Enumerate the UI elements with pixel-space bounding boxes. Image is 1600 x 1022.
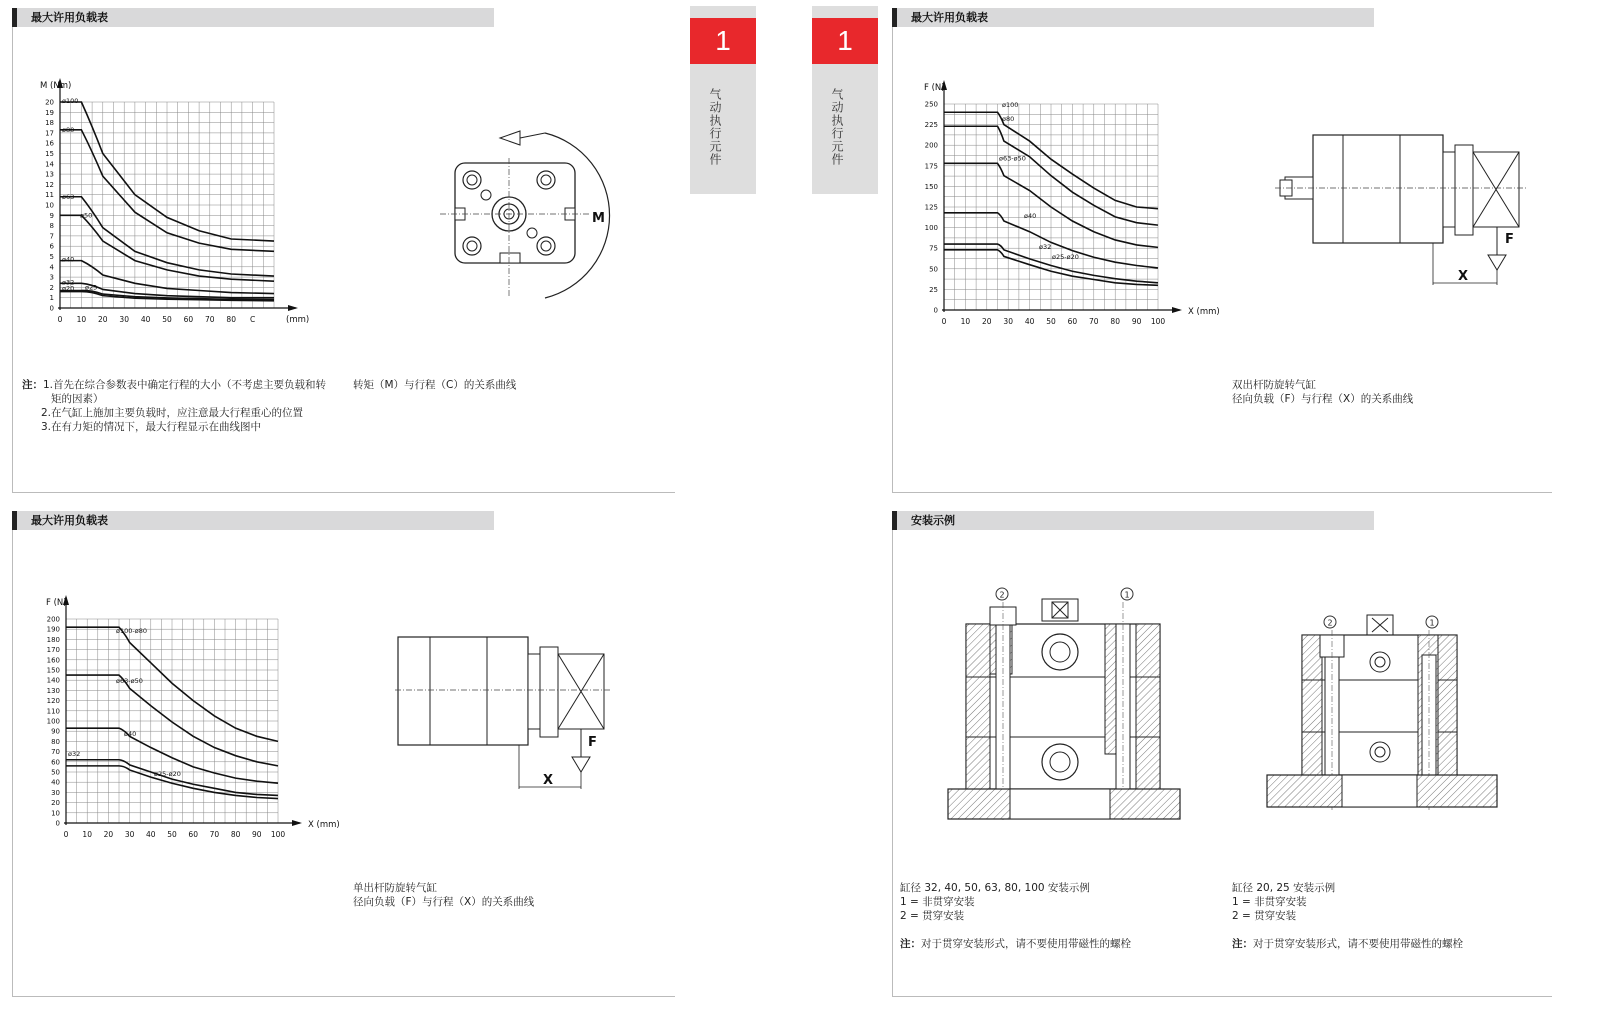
x-axis-label: X (mm) <box>308 820 340 830</box>
x-tick-label: 60 <box>1067 317 1078 326</box>
y-tick-label: 120 <box>46 697 60 706</box>
series-label: ø32 <box>68 749 81 758</box>
y-tick-label: 30 <box>51 788 60 797</box>
mounting-notes-right <box>1232 881 1463 951</box>
note-3: 3.在有力矩的情况下，最大行程显示在曲线图中 <box>41 421 262 433</box>
series-label: ø100-ø80 <box>116 627 147 636</box>
x-tick-label: 70 <box>205 315 215 324</box>
y-tick-label: 160 <box>46 656 60 665</box>
x-tick-label: 10 <box>76 315 87 324</box>
y-axis-label: M (Nm) <box>40 81 72 91</box>
y-tick-label: 225 <box>924 121 938 130</box>
y-tick-label: 110 <box>46 707 60 716</box>
y-tick-label: 10 <box>51 809 60 818</box>
y-tick-label: 175 <box>924 162 938 171</box>
x-tick-label: 30 <box>124 830 135 839</box>
mark-2: 2 <box>1327 618 1333 628</box>
mark-2: 2 <box>999 590 1005 600</box>
y-tick-label: 18 <box>45 119 54 128</box>
x-tick-label: 80 <box>230 830 241 839</box>
x-tick-label: 70 <box>209 830 220 839</box>
y-tick-label: 200 <box>924 141 938 150</box>
y-tick-label: 20 <box>51 799 60 808</box>
x-tick-label: 30 <box>1003 317 1013 326</box>
y-tick-label: 200 <box>46 615 60 624</box>
y-tick-label: 75 <box>929 244 938 253</box>
y-tick-label: 100 <box>46 717 60 726</box>
panel-title-mounting: 安装示例 <box>892 511 1374 530</box>
y-tick-label: 140 <box>46 676 60 685</box>
x-tick-label: 50 <box>1046 317 1056 326</box>
x-tick-label: 70 <box>1089 317 1099 326</box>
y-tick-label: 17 <box>45 129 54 138</box>
y-tick-label: 13 <box>45 170 54 179</box>
y-axis-label: F (N) <box>924 83 945 93</box>
x-tick-label: 20 <box>98 315 108 324</box>
note-head: 注： <box>900 938 921 950</box>
caption-single-rod <box>353 881 534 909</box>
caption-torque: 转矩（M）与行程（C）的关系曲线 <box>353 379 517 391</box>
mounting-note: 对于贯穿安装形式，请不要使用带磁性的螺栓 <box>921 938 1131 950</box>
y-tick-label: 4 <box>49 263 54 272</box>
chart-double-rod <box>900 66 1220 336</box>
section-number: 1 <box>812 18 878 64</box>
caption-line-2: 径向负载（F）与行程（X）的关系曲线 <box>353 896 535 908</box>
series-label: ø40 <box>124 730 137 739</box>
y-tick-label: 2 <box>49 283 54 292</box>
panel-title-single-rod: 最大许用负载表 <box>12 511 494 530</box>
x-tick-label: 40 <box>140 315 151 324</box>
caption-double-rod <box>1232 378 1413 406</box>
y-tick-label: 9 <box>49 211 54 220</box>
y-tick-label: 10 <box>45 201 54 210</box>
series-label: ø32 <box>1039 243 1052 252</box>
y-tick-label: 80 <box>51 737 60 746</box>
y-tick-label: 15 <box>45 150 54 158</box>
series-label: ø32 <box>62 278 75 287</box>
series-label: ø40 <box>1024 211 1037 220</box>
series-label: ø100 <box>1002 101 1019 110</box>
panel-title-double-rod: 最大许用负载表 <box>892 8 1374 27</box>
y-tick-label: 8 <box>49 222 54 231</box>
note-1a: 1.首先在综合参数表中确定行程的大小（不考虑主要负载和转 <box>43 379 327 391</box>
series-label: ø20 <box>62 284 75 293</box>
x-tick-label: 90 <box>1131 317 1142 326</box>
y-tick-label: 6 <box>49 242 54 251</box>
label-x: X <box>543 773 554 788</box>
mounting-line-2: 1 = 非贯穿安装 <box>1232 896 1307 908</box>
series-label: ø80 <box>62 125 75 134</box>
y-tick-label: 90 <box>51 727 60 736</box>
y-tick-label: 5 <box>49 253 54 261</box>
y-tick-label: 14 <box>45 160 54 169</box>
cylinder-double-rod-diagram <box>1275 130 1530 290</box>
y-tick-label: 250 <box>924 100 938 109</box>
y-tick-label: 180 <box>46 635 60 644</box>
y-tick-label: 0 <box>55 819 60 828</box>
x-tick-label: 90 <box>252 830 262 839</box>
note-head: 注： <box>22 379 43 391</box>
mounting-diagram-large <box>940 582 1190 827</box>
x-tick-label: 40 <box>1024 317 1035 326</box>
mounting-notes-left <box>900 881 1131 951</box>
cylinder-single-rod-diagram <box>395 632 615 792</box>
x-tick-label: 50 <box>167 830 177 839</box>
x-axis-arrow <box>292 820 302 826</box>
y-tick-label: 16 <box>45 139 54 148</box>
y-tick-label: 60 <box>51 758 60 767</box>
x-tick-label: 30 <box>119 315 129 324</box>
note-2: 2.在气缸上施加主要负载时，应注意最大行程重心的位置 <box>41 407 304 419</box>
y-axis-label: F (N) <box>46 598 67 608</box>
x-tick-label: C <box>249 315 256 324</box>
x-tick-label: 0 <box>941 317 947 326</box>
mounting-line-2: 1 = 非贯穿安装 <box>900 896 975 908</box>
x-tick-label: 60 <box>188 830 198 839</box>
y-tick-label: 11 <box>45 191 54 200</box>
y-tick-label: 12 <box>45 180 54 189</box>
series-label: ø25-ø20 <box>154 769 181 778</box>
note-head: 注： <box>1232 938 1253 950</box>
x-tick-label: 40 <box>146 830 156 839</box>
y-tick-label: 50 <box>51 768 60 777</box>
y-tick-label: 50 <box>929 265 938 274</box>
y-tick-label: 7 <box>49 232 54 241</box>
x-tick-label: 50 <box>162 315 172 324</box>
flange-diagram <box>440 128 615 303</box>
y-tick-label: 70 <box>51 748 60 757</box>
chart-torque <box>16 70 316 340</box>
y-tick-label: 25 <box>929 285 938 294</box>
x-axis-arrow <box>288 305 298 311</box>
mounting-line-1: 缸径 32, 40, 50, 63, 80, 100 安装示例 <box>900 882 1090 894</box>
series-label: ø63 <box>62 192 75 201</box>
label-f: F <box>1505 232 1514 247</box>
x-tick-label: 0 <box>63 830 69 839</box>
x-tick-label: 10 <box>960 317 971 326</box>
x-tick-label: 20 <box>103 830 114 839</box>
section-number: 1 <box>690 18 756 64</box>
x-tick-label: 10 <box>82 830 92 839</box>
label-m: M <box>592 211 605 226</box>
x-tick-label: 100 <box>270 830 286 839</box>
mounting-line-3: 2 = 贯穿安装 <box>1232 910 1297 922</box>
x-tick-label: 80 <box>1110 317 1120 326</box>
mounting-line-1: 缸径 20, 25 安装示例 <box>1232 882 1336 894</box>
y-tick-label: 20 <box>45 98 54 107</box>
series-label: ø25-ø20 <box>1052 252 1079 261</box>
mounting-diagram-small <box>1262 610 1507 825</box>
chart-grid <box>60 102 274 308</box>
section-label: 气动执行元件 <box>708 88 722 166</box>
series-label: ø40 <box>62 255 75 264</box>
y-tick-label: 0 <box>49 304 54 313</box>
y-tick-label: 150 <box>924 182 938 191</box>
x-tick-label: 20 <box>982 317 992 326</box>
caption-line-1: 双出杆防旋转气缸 <box>1232 379 1316 391</box>
y-tick-label: 170 <box>46 646 60 655</box>
x-tick-label: 80 <box>226 315 236 324</box>
mark-1: 1 <box>1429 618 1435 628</box>
section-tab-2[interactable] <box>812 6 878 194</box>
chart-grid <box>66 619 278 823</box>
x-tick-label: 60 <box>183 315 194 324</box>
x-axis-arrow <box>1172 307 1182 313</box>
x-axis-label: (mm) <box>286 315 310 325</box>
y-tick-label: 125 <box>924 203 938 212</box>
label-f: F <box>588 735 597 750</box>
label-x: X <box>1458 269 1469 284</box>
y-tick-label: 19 <box>45 108 54 117</box>
panel-title-torque: 最大许用负载表 <box>12 8 494 27</box>
x-tick-label: 0 <box>57 315 63 324</box>
y-tick-label: 100 <box>924 224 938 233</box>
x-axis-label: X (mm) <box>1188 307 1220 317</box>
series-label: ø63-ø50 <box>116 677 143 686</box>
section-label: 气动执行元件 <box>830 88 844 166</box>
y-tick-label: 130 <box>46 686 60 695</box>
notes-torque <box>22 378 326 434</box>
x-tick-label: 100 <box>1150 317 1166 326</box>
mark-1: 1 <box>1124 590 1130 600</box>
note-1b: 矩的因素） <box>51 393 104 405</box>
y-tick-label: 150 <box>46 666 60 675</box>
caption-line-2: 径向负载（F）与行程（X）的关系曲线 <box>1232 393 1414 405</box>
y-tick-label: 0 <box>933 306 938 315</box>
series-label: ø80 <box>1002 115 1015 124</box>
series-label: ø63-ø50 <box>999 154 1026 163</box>
section-tab-1[interactable] <box>690 6 756 194</box>
series-label: ø50 <box>80 211 93 220</box>
mounting-line-3: 2 = 贯穿安装 <box>900 910 965 922</box>
series-label: ø25 <box>85 283 98 292</box>
series-label: ø100 <box>62 97 79 105</box>
y-tick-label: 190 <box>46 625 60 634</box>
y-tick-label: 40 <box>51 778 60 787</box>
y-tick-label: 3 <box>49 273 54 282</box>
mounting-note: 对于贯穿安装形式，请不要使用带磁性的螺栓 <box>1253 938 1463 950</box>
caption-line-1: 单出杆防旋转气缸 <box>353 882 437 894</box>
y-tick-label: 1 <box>49 294 54 303</box>
chart-single-rod <box>16 585 346 847</box>
